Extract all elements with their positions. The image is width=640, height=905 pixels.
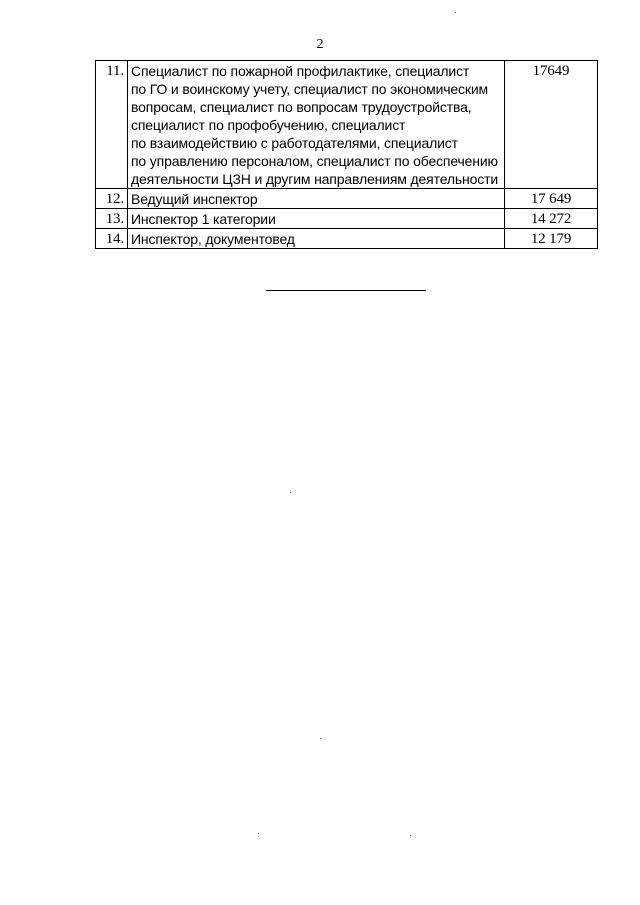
table-row <box>96 229 598 249</box>
position-title-line: Инспектор, документовед <box>131 231 295 247</box>
table-row <box>96 61 598 189</box>
position-title <box>128 229 505 249</box>
page-number: 2 <box>316 37 324 52</box>
scan-speck <box>410 835 411 836</box>
position-title-line: Специалист по пожарной профилактике, специалист <box>131 63 470 79</box>
position-title-line: по управлению персоналом, специалист по обеспечению <box>131 153 498 169</box>
position-title-line: специалист по профобучению, специалист <box>131 117 406 133</box>
scan-speck <box>290 492 291 493</box>
row-number: 12. <box>96 189 128 209</box>
salary-value: 17649 <box>505 61 598 189</box>
salary-table <box>95 60 598 249</box>
row-number: 11. <box>96 61 128 189</box>
salary-value: 12 179 <box>505 229 598 249</box>
table-row <box>96 189 598 209</box>
table-row <box>96 209 598 229</box>
position-title-line: Инспектор 1 категории <box>131 211 276 227</box>
scan-speck <box>320 738 321 739</box>
position-title-line: деятельности ЦЗН и другим направлениям деятельности <box>131 171 499 187</box>
position-title <box>128 189 505 209</box>
position-title-line: по ГО и воинскому учету, специалист по экономическим <box>131 81 489 97</box>
position-title-line: вопросам, специалист по вопросам трудоустройства, <box>131 99 472 115</box>
end-of-document-line <box>266 290 426 291</box>
salary-value: 14 272 <box>505 209 598 229</box>
scan-speck <box>455 12 456 13</box>
position-title-line: по взаимодействию с работодателями, специалист <box>131 135 458 151</box>
position-title-line: Ведущий инспектор <box>131 191 258 207</box>
position-title <box>128 209 505 229</box>
scan-speck <box>258 833 259 834</box>
row-number: 14. <box>96 229 128 249</box>
row-number: 13. <box>96 209 128 229</box>
position-title <box>128 61 505 189</box>
salary-value: 17 649 <box>505 189 598 209</box>
